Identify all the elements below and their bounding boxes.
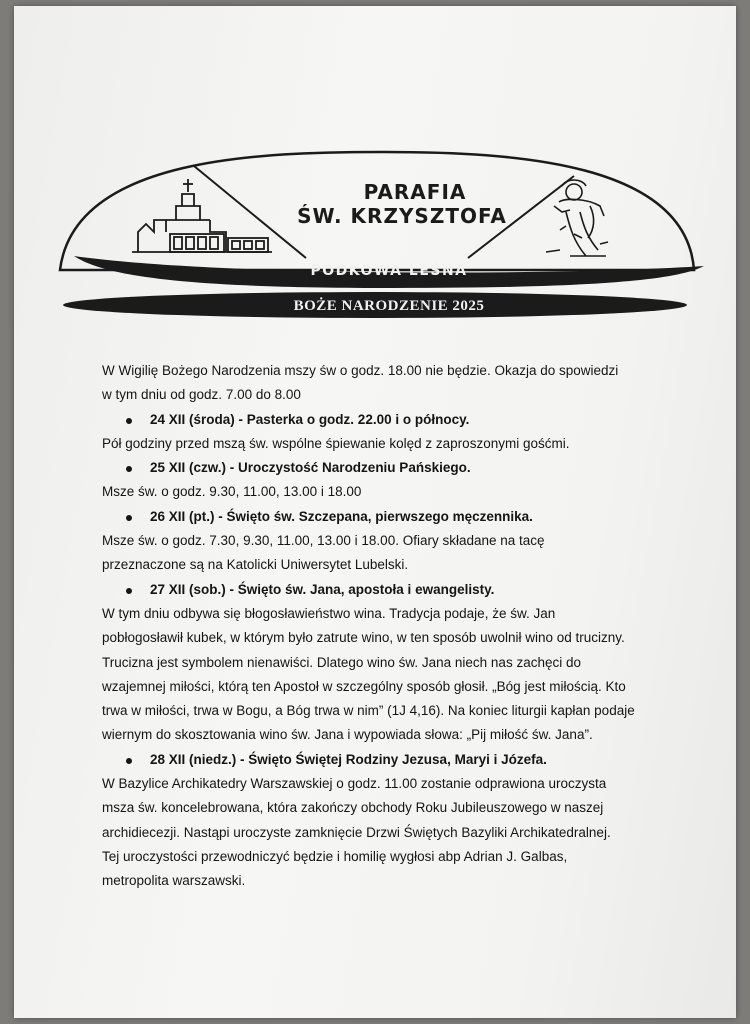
paragraph-line: metropolita warszawski. <box>102 873 246 889</box>
paragraph-line: W Wigilię Bożego Narodzenia mszy św o godz. 18.00 nie będzie. Okazja do spowiedzi <box>102 363 619 378</box>
paragraph-line: W Bazylice Archikatedry Warszawskiej o godz. 11.00 zostanie odprawiona uroczysta <box>102 776 607 792</box>
parish-header-logo <box>14 6 736 336</box>
parish-title-line1: PARAFIA <box>363 180 467 204</box>
schedule-day-heading <box>102 578 702 602</box>
paragraph-line: wiernym do skosztowania wino św. Jana i wypowiada słowa: „Pij miłość św. Jana”. <box>102 727 593 743</box>
paragraph-line: wzajemnej miłości, którą ten Apostoł w szczególny sposób głosił. „Bóg jest miłością. Kto <box>102 678 626 694</box>
bullet-icon <box>126 515 132 521</box>
schedule-day-heading <box>102 505 702 529</box>
paragraph-line: przeznaczone są na Katolicki Uniwersytet Lubelski. <box>102 557 409 573</box>
schedule-day-heading <box>102 456 702 480</box>
paragraph-line: w tym dniu od godz. 7.00 do 8.00 <box>102 387 301 403</box>
bullet-icon <box>126 758 132 764</box>
christmas-banner-title: BOŻE NARODZENIE 2025 <box>293 298 485 314</box>
schedule-day-text: 26 XII (pt.) - Święto św. Szczepana, pierwszego męczennika. <box>150 508 533 524</box>
paragraph-line: msza św. koncelebrowana, która zakończy obchody Roku Jubileuszowego w naszej <box>102 800 604 816</box>
bullet-icon <box>126 588 132 594</box>
announcement-text <box>102 359 702 894</box>
schedule-day-text: 25 XII (czw.) - Uroczystość Narodzeniu Pańskiego. <box>150 460 471 476</box>
paper-sheet <box>14 6 736 1018</box>
parish-location: PODKOWA LEŚNA <box>310 263 468 279</box>
paragraph-line: pobłogosławił kubek, w którym było zatrute wino, w ten sposób uwolnił wino od trucizny. <box>102 630 625 646</box>
parish-title-line2: ŚW. KRZYSZTOFA <box>297 204 507 228</box>
schedule-day-text: 28 XII (niedz.) - Święto Świętej Rodziny Jezusa, Maryi i Józefa. <box>150 751 547 767</box>
paragraph-line: Msze św. o godz. 9.30, 11.00, 13.00 i 18.00 <box>102 484 362 500</box>
paragraph-line: Tej uroczystości przewodniczyć będzie i homilię wygłosi abp Adrian J. Galbas, <box>102 848 568 864</box>
schedule-day-heading <box>102 408 702 432</box>
bullet-icon <box>126 418 132 424</box>
paragraph-line: Trucizna jest symbolem nienawiści. Dlatego wino św. Jana niech nas zachęci do <box>102 654 581 670</box>
paragraph-line: W tym dniu odbywa się błogosławieństwo wina. Tradycja podaje, że św. Jan <box>102 605 556 621</box>
schedule-day-text: 24 XII (środa) - Pasterka o godz. 22.00 i o północy. <box>150 411 470 427</box>
paragraph-line: archidiecezji. Nastąpi uroczyste zamknięcie Drzwi Świętych Bazyliki Archikatedralnej. <box>102 824 611 840</box>
schedule-day-heading <box>102 748 702 772</box>
schedule-day-text: 27 XII (sob.) - Święto św. Jana, apostoła i ewangelisty. <box>150 581 495 597</box>
paragraph-line: Msze św. o godz. 7.30, 9.30, 11.00, 13.00 i 18.00. Ofiary składane na tacę <box>102 533 545 549</box>
paragraph-line: Pół godziny przed mszą św. wspólne śpiewanie kolęd z zaproszonymi gośćmi. <box>102 435 570 451</box>
paragraph-line: trwa w miłości, trwa w Bogu, a Bóg trwa w nim” (1J 4,16). Na koniec liturgii kapłan podaje <box>102 703 635 719</box>
church-icon <box>132 179 272 252</box>
